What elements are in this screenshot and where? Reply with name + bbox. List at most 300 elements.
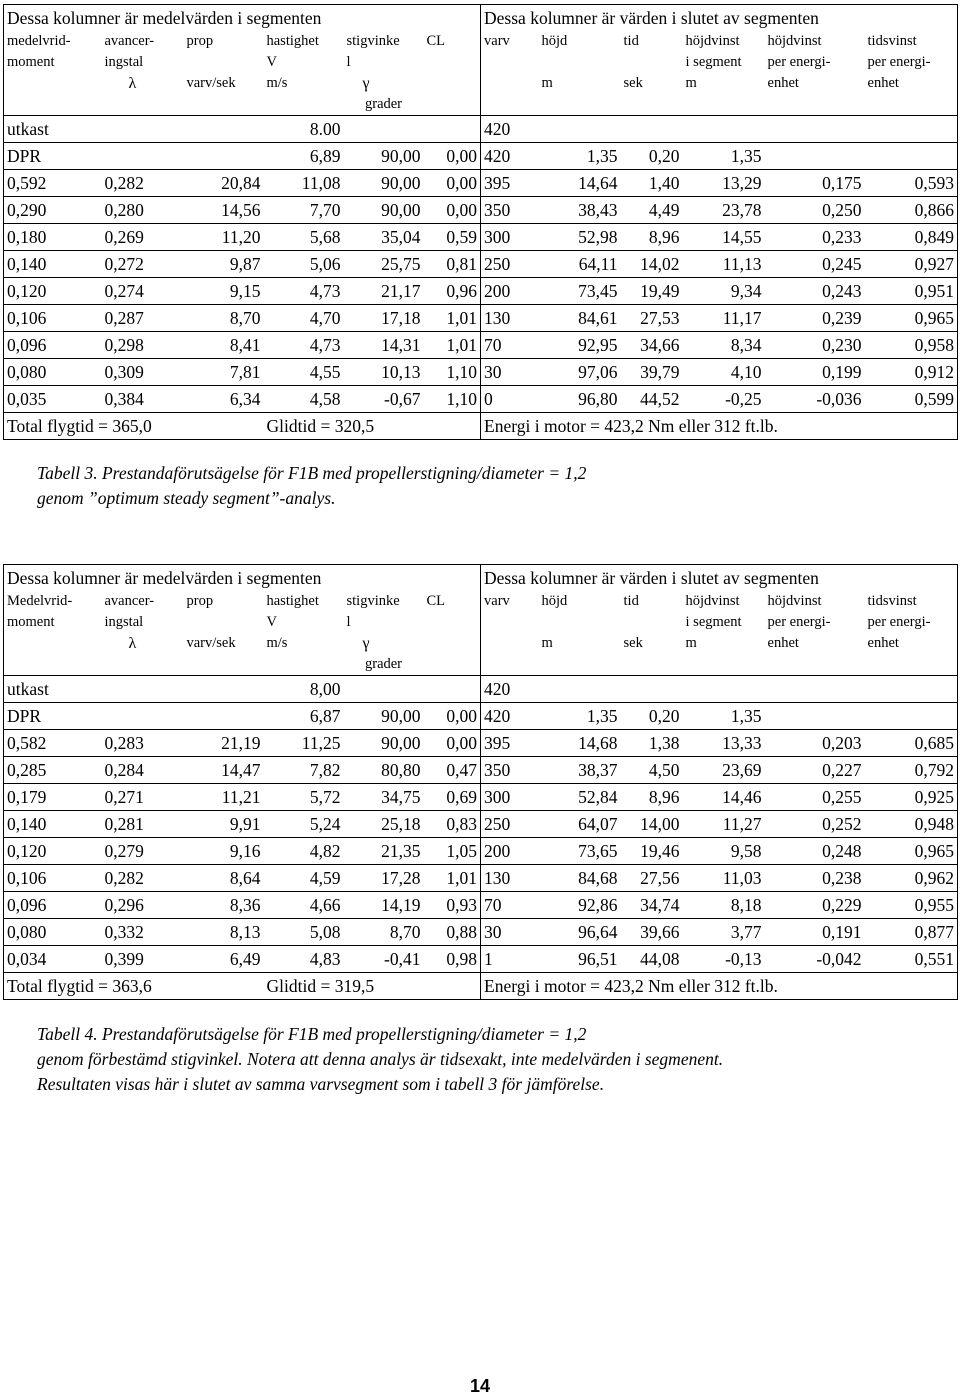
table-cell: 97,06 xyxy=(539,359,621,386)
column-header-line: tid xyxy=(623,593,639,609)
table-row xyxy=(4,386,958,413)
table-cell: 44,08 xyxy=(621,946,683,973)
table-cell xyxy=(102,703,184,730)
column-header xyxy=(765,591,865,676)
column-header-line: höjd xyxy=(541,33,568,49)
table-cell: 0,951 xyxy=(865,278,958,305)
table-row xyxy=(4,170,958,197)
table-cell: 0,245 xyxy=(765,251,865,278)
column-header-line xyxy=(768,94,862,115)
column-header-line: per energi- xyxy=(767,614,831,630)
table-cell: 0,59 xyxy=(424,224,481,251)
table-cell xyxy=(424,676,481,703)
table-cell: 8,70 xyxy=(344,919,424,946)
table-cell: utkast xyxy=(4,676,102,703)
column-header-line xyxy=(484,52,536,73)
table-cell: 0,238 xyxy=(765,865,865,892)
column-header xyxy=(264,31,344,116)
column-header-line: γ xyxy=(362,75,370,92)
column-header-line xyxy=(187,612,261,633)
table-3-caption xyxy=(37,461,586,511)
table-cell: 11,27 xyxy=(683,811,765,838)
column-header-line xyxy=(484,94,536,115)
column-header-line xyxy=(105,94,181,115)
column-header-line xyxy=(7,73,99,94)
table-cell xyxy=(865,676,958,703)
table-cell: 90,00 xyxy=(344,197,424,224)
table-cell: 0,106 xyxy=(4,865,102,892)
table-cell: 14,47 xyxy=(184,757,264,784)
table-cell: 0,191 xyxy=(765,919,865,946)
table-cell: 1,01 xyxy=(424,865,481,892)
table-cell: 0,233 xyxy=(765,224,865,251)
table-row xyxy=(4,946,958,973)
table-cell xyxy=(184,676,264,703)
column-header-row xyxy=(4,31,958,116)
table-row xyxy=(4,838,958,865)
performance-table-3 xyxy=(3,4,958,440)
table-cell: 250 xyxy=(481,811,539,838)
table-cell: 27,56 xyxy=(621,865,683,892)
table-cell: 0,599 xyxy=(865,386,958,413)
column-header-line: varv/sek xyxy=(186,635,236,651)
table-cell: 6,49 xyxy=(184,946,264,973)
table-cell: 0,685 xyxy=(865,730,958,757)
table-cell: 4,49 xyxy=(621,197,683,224)
table-cell: 0,274 xyxy=(102,278,184,305)
table-cell: 0,866 xyxy=(865,197,958,224)
table-cell: 34,74 xyxy=(621,892,683,919)
table-cell xyxy=(765,703,865,730)
table-cell: 0,248 xyxy=(765,838,865,865)
table-cell: 35,04 xyxy=(344,224,424,251)
column-header xyxy=(621,31,683,116)
table-cell: 73,65 xyxy=(539,838,621,865)
column-header-line: V xyxy=(266,614,277,630)
table-cell: 0,287 xyxy=(102,305,184,332)
table-cell: 0,384 xyxy=(102,386,184,413)
table-cell: 9,34 xyxy=(683,278,765,305)
column-header-line xyxy=(187,94,261,115)
table-cell: 8,36 xyxy=(184,892,264,919)
table-cell: 27,53 xyxy=(621,305,683,332)
table-cell: 300 xyxy=(481,784,539,811)
table-cell xyxy=(424,116,481,143)
column-header-line: moment xyxy=(7,614,55,630)
column-header-line: m xyxy=(541,635,553,651)
column-header-line: m xyxy=(541,75,553,91)
table-cell: 52,98 xyxy=(539,224,621,251)
table-cell: 9,58 xyxy=(683,838,765,865)
column-header-line xyxy=(624,52,680,73)
table-cell: 6,89 xyxy=(264,143,344,170)
column-header-row xyxy=(4,591,958,676)
table-cell: 5,08 xyxy=(264,919,344,946)
table-cell: 44,52 xyxy=(621,386,683,413)
table-cell: 0,229 xyxy=(765,892,865,919)
column-header-line: per energi- xyxy=(867,614,931,630)
column-header-line: avancer- xyxy=(104,33,155,49)
table-cell: 23,78 xyxy=(683,197,765,224)
table-cell: 130 xyxy=(481,865,539,892)
table-cell: 0,272 xyxy=(102,251,184,278)
column-header-line: höjdvinst xyxy=(767,593,822,609)
table-row xyxy=(4,359,958,386)
table-cell: 0,280 xyxy=(102,197,184,224)
table-cell: 1,10 xyxy=(424,359,481,386)
column-header-line: ingstal xyxy=(104,54,144,70)
table-cell: 92,86 xyxy=(539,892,621,919)
column-header-line xyxy=(427,654,478,675)
table-cell: 130 xyxy=(481,305,539,332)
column-header xyxy=(539,591,621,676)
column-header xyxy=(481,591,539,676)
table-cell xyxy=(184,703,264,730)
group-label-end-values: Dessa kolumner är värden i slutet av segmenten xyxy=(481,565,958,592)
group-label-averages: Dessa kolumner är medelvärden i segmenten xyxy=(4,5,481,32)
column-header xyxy=(184,31,264,116)
table-cell xyxy=(344,116,424,143)
table-cell: 13,29 xyxy=(683,170,765,197)
column-header-line: CL xyxy=(426,593,446,609)
column-header xyxy=(424,31,481,116)
table-cell: 0,203 xyxy=(765,730,865,757)
table-cell: 0,98 xyxy=(424,946,481,973)
column-header-line: λ xyxy=(128,635,137,652)
column-header-line: varv xyxy=(484,33,510,49)
table-cell: 8,41 xyxy=(184,332,264,359)
table-cell: 4,82 xyxy=(264,838,344,865)
table-cell: 14,46 xyxy=(683,784,765,811)
column-header-line: sek xyxy=(623,635,643,651)
table-cell: 73,45 xyxy=(539,278,621,305)
table-cell: 0,140 xyxy=(4,811,102,838)
column-header-line: grader xyxy=(364,656,403,672)
caption-line: genom ”optimum steady segment”-analys. xyxy=(37,488,336,508)
table-cell: 0,175 xyxy=(765,170,865,197)
table-cell: 0,281 xyxy=(102,811,184,838)
table-cell: 14,68 xyxy=(539,730,621,757)
table-cell: 14,00 xyxy=(621,811,683,838)
group-label-averages: Dessa kolumner är medelvärden i segmenten xyxy=(4,565,481,592)
column-header-line xyxy=(7,94,99,115)
table-cell: 64,07 xyxy=(539,811,621,838)
table-cell xyxy=(344,676,424,703)
table-cell: 90,00 xyxy=(344,730,424,757)
glide-time: Glidtid = 320,5 xyxy=(264,413,481,440)
table-cell: 5,68 xyxy=(264,224,344,251)
column-header-line xyxy=(624,654,680,675)
total-flight-time: Total flygtid = 365,0 xyxy=(4,413,264,440)
column-header-line xyxy=(624,94,680,115)
table-cell: 0,962 xyxy=(865,865,958,892)
table-cell: 0,948 xyxy=(865,811,958,838)
table-row xyxy=(4,892,958,919)
column-header-line xyxy=(542,612,618,633)
column-header xyxy=(344,31,424,116)
table-cell: 0,958 xyxy=(865,332,958,359)
table-cell: 4,73 xyxy=(264,278,344,305)
column-header xyxy=(621,591,683,676)
table-cell: 0,096 xyxy=(4,892,102,919)
table-cell: 38,37 xyxy=(539,757,621,784)
table-cell: 0,269 xyxy=(102,224,184,251)
table-row xyxy=(4,143,958,170)
table-cell: 0,080 xyxy=(4,359,102,386)
column-header xyxy=(865,591,958,676)
column-header-line: i segment xyxy=(685,54,742,70)
table-cell: 395 xyxy=(481,730,539,757)
column-header-line: prop xyxy=(186,593,214,609)
table-cell xyxy=(539,116,621,143)
table-cell: 7,81 xyxy=(184,359,264,386)
table-cell: DPR xyxy=(4,703,102,730)
column-header-line: per energi- xyxy=(867,54,931,70)
table-cell: 0,284 xyxy=(102,757,184,784)
table-cell: 0,227 xyxy=(765,757,865,784)
table-cell xyxy=(621,676,683,703)
column-header-line: CL xyxy=(426,33,446,49)
column-header xyxy=(4,31,102,116)
table-cell: 1,35 xyxy=(539,143,621,170)
table-cell: 0,271 xyxy=(102,784,184,811)
table-cell: 420 xyxy=(481,116,539,143)
table-cell: DPR xyxy=(4,143,102,170)
table-row xyxy=(4,730,958,757)
column-header-line: höjdvinst xyxy=(685,593,740,609)
column-header xyxy=(865,31,958,116)
table-cell: 420 xyxy=(481,676,539,703)
table-cell: 9,91 xyxy=(184,811,264,838)
table-cell: 8,70 xyxy=(184,305,264,332)
table-cell: 0,849 xyxy=(865,224,958,251)
table-cell: 84,61 xyxy=(539,305,621,332)
column-header-line: λ xyxy=(128,75,137,92)
table-cell: 0,00 xyxy=(424,170,481,197)
table-cell: 0,88 xyxy=(424,919,481,946)
column-header xyxy=(264,591,344,676)
caption-line: Resultaten visas här i slutet av samma varvsegment som i tabell 3 för jämförelse. xyxy=(37,1074,605,1094)
group-label-end-values: Dessa kolumner är värden i slutet av segmenten xyxy=(481,5,958,32)
table-cell: 4,83 xyxy=(264,946,344,973)
column-header-line: enhet xyxy=(867,75,899,91)
table-row xyxy=(4,251,958,278)
column-header-line: enhet xyxy=(767,75,799,91)
table-cell: 70 xyxy=(481,332,539,359)
column-header-line: varv xyxy=(484,593,510,609)
table-cell: 25,18 xyxy=(344,811,424,838)
table-cell: 17,28 xyxy=(344,865,424,892)
table-cell: 300 xyxy=(481,224,539,251)
table-cell: 11,03 xyxy=(683,865,765,892)
table-cell: 1,35 xyxy=(539,703,621,730)
motor-energy: Energi i motor = 423,2 Nm eller 312 ft.lb. xyxy=(481,973,958,1000)
column-header-line: höjdvinst xyxy=(685,33,740,49)
table-cell: 0,179 xyxy=(4,784,102,811)
caption-line: genom förbestämd stigvinkel. Notera att denna analys är tidsexakt, inte medelvärden i segmenent. xyxy=(37,1049,724,1069)
column-header-line xyxy=(542,94,618,115)
table-cell: 0,20 xyxy=(621,703,683,730)
table-cell: 200 xyxy=(481,278,539,305)
table-cell: 0,096 xyxy=(4,332,102,359)
table-cell: 0,250 xyxy=(765,197,865,224)
table-4-caption xyxy=(37,1022,723,1097)
table-row xyxy=(4,676,958,703)
column-header-line: m xyxy=(685,75,697,91)
table-cell: 3,77 xyxy=(683,919,765,946)
column-header-line xyxy=(686,94,762,115)
table-cell: 0,00 xyxy=(424,143,481,170)
table-cell: 0,279 xyxy=(102,838,184,865)
table-cell xyxy=(865,116,958,143)
column-header-line xyxy=(267,94,341,115)
table-cell: 0,290 xyxy=(4,197,102,224)
table-cell: 9,16 xyxy=(184,838,264,865)
table-cell: 17,18 xyxy=(344,305,424,332)
table-cell: 96,64 xyxy=(539,919,621,946)
table-cell: 0,593 xyxy=(865,170,958,197)
table-cell: 13,33 xyxy=(683,730,765,757)
table-cell: 0,252 xyxy=(765,811,865,838)
column-header-line xyxy=(187,52,261,73)
motor-energy: Energi i motor = 423,2 Nm eller 312 ft.lb. xyxy=(481,413,958,440)
table-cell: 90,00 xyxy=(344,143,424,170)
table-cell: 10,13 xyxy=(344,359,424,386)
table-cell: 8,96 xyxy=(621,224,683,251)
table-cell: -0,25 xyxy=(683,386,765,413)
table-row xyxy=(4,305,958,332)
table-cell: 1,40 xyxy=(621,170,683,197)
column-header-line: hastighet xyxy=(266,593,319,609)
table-cell: 11,08 xyxy=(264,170,344,197)
table-row xyxy=(4,784,958,811)
column-header-line: m xyxy=(685,635,697,651)
table-cell: 0,180 xyxy=(4,224,102,251)
table-cell xyxy=(621,116,683,143)
column-header-line: m/s xyxy=(266,75,288,91)
column-header-line: ingstal xyxy=(104,614,144,630)
table-cell: 4,59 xyxy=(264,865,344,892)
table-cell: 250 xyxy=(481,251,539,278)
table-cell xyxy=(765,676,865,703)
table-cell: 25,75 xyxy=(344,251,424,278)
table-cell: 80,80 xyxy=(344,757,424,784)
table-cell: 1,38 xyxy=(621,730,683,757)
table-cell: 0,00 xyxy=(424,730,481,757)
table-cell: 395 xyxy=(481,170,539,197)
table-cell: 0,20 xyxy=(621,143,683,170)
table-cell: 84,68 xyxy=(539,865,621,892)
totals-row xyxy=(4,413,958,440)
table-cell: 8,34 xyxy=(683,332,765,359)
table-cell: 0,282 xyxy=(102,170,184,197)
table-cell: -0,036 xyxy=(765,386,865,413)
total-flight-time: Total flygtid = 363,6 xyxy=(4,973,264,1000)
column-header-line xyxy=(427,52,478,73)
table-cell: 4,58 xyxy=(264,386,344,413)
table-cell: 21,35 xyxy=(344,838,424,865)
table-cell: 6,87 xyxy=(264,703,344,730)
table-cell: 14,64 xyxy=(539,170,621,197)
totals-row xyxy=(4,973,958,1000)
table-cell: 0,106 xyxy=(4,305,102,332)
table-cell: 19,49 xyxy=(621,278,683,305)
column-header-line xyxy=(105,654,181,675)
column-header-line xyxy=(686,654,762,675)
table-cell: 11,17 xyxy=(683,305,765,332)
table-row xyxy=(4,197,958,224)
table-cell xyxy=(865,703,958,730)
table-cell: 0,243 xyxy=(765,278,865,305)
table-cell: 11,21 xyxy=(184,784,264,811)
table-row xyxy=(4,919,958,946)
table-row xyxy=(4,116,958,143)
table-cell xyxy=(765,116,865,143)
table-cell: 1,05 xyxy=(424,838,481,865)
table-cell: 350 xyxy=(481,197,539,224)
table-cell: 0,239 xyxy=(765,305,865,332)
table-cell: 21,17 xyxy=(344,278,424,305)
table-cell: 0,230 xyxy=(765,332,865,359)
table-cell: 9,87 xyxy=(184,251,264,278)
table-cell: 8.00 xyxy=(264,116,344,143)
table-row xyxy=(4,757,958,784)
table-cell: 8,18 xyxy=(683,892,765,919)
table-cell: 8,00 xyxy=(264,676,344,703)
table-cell: 0,296 xyxy=(102,892,184,919)
column-header-line: i segment xyxy=(685,614,742,630)
column-header-line: l xyxy=(346,614,351,630)
table-cell xyxy=(865,143,958,170)
table-cell: 7,70 xyxy=(264,197,344,224)
table-cell: 0,551 xyxy=(865,946,958,973)
table-cell: 0,283 xyxy=(102,730,184,757)
table-cell: 52,84 xyxy=(539,784,621,811)
column-header-line: enhet xyxy=(767,635,799,651)
table-cell: 6,34 xyxy=(184,386,264,413)
table-cell: 0,83 xyxy=(424,811,481,838)
column-header-line: enhet xyxy=(867,635,899,651)
table-cell: 0,582 xyxy=(4,730,102,757)
column-header-line xyxy=(768,654,862,675)
table-row xyxy=(4,811,958,838)
column-header-line xyxy=(484,73,536,94)
table-cell: 0,332 xyxy=(102,919,184,946)
table-cell: 0,285 xyxy=(4,757,102,784)
table-cell: 0,140 xyxy=(4,251,102,278)
column-header-line xyxy=(427,633,478,654)
column-header xyxy=(481,31,539,116)
table-cell: 14,31 xyxy=(344,332,424,359)
table-cell: 0,035 xyxy=(4,386,102,413)
table-cell: 14,56 xyxy=(184,197,264,224)
table-cell: 4,70 xyxy=(264,305,344,332)
column-header-line: tidsvinst xyxy=(867,33,917,49)
table-cell: 4,55 xyxy=(264,359,344,386)
table-cell: -0,41 xyxy=(344,946,424,973)
column-header-line: medelvrid- xyxy=(7,33,71,49)
table-cell: 96,80 xyxy=(539,386,621,413)
table-row xyxy=(4,332,958,359)
column-header-line xyxy=(7,654,99,675)
table-cell: 19,46 xyxy=(621,838,683,865)
column-header-line xyxy=(542,52,618,73)
table-cell xyxy=(102,676,184,703)
table-cell: 0,00 xyxy=(424,703,481,730)
group-header-row xyxy=(4,5,958,32)
table-row xyxy=(4,224,958,251)
column-header-line xyxy=(542,654,618,675)
